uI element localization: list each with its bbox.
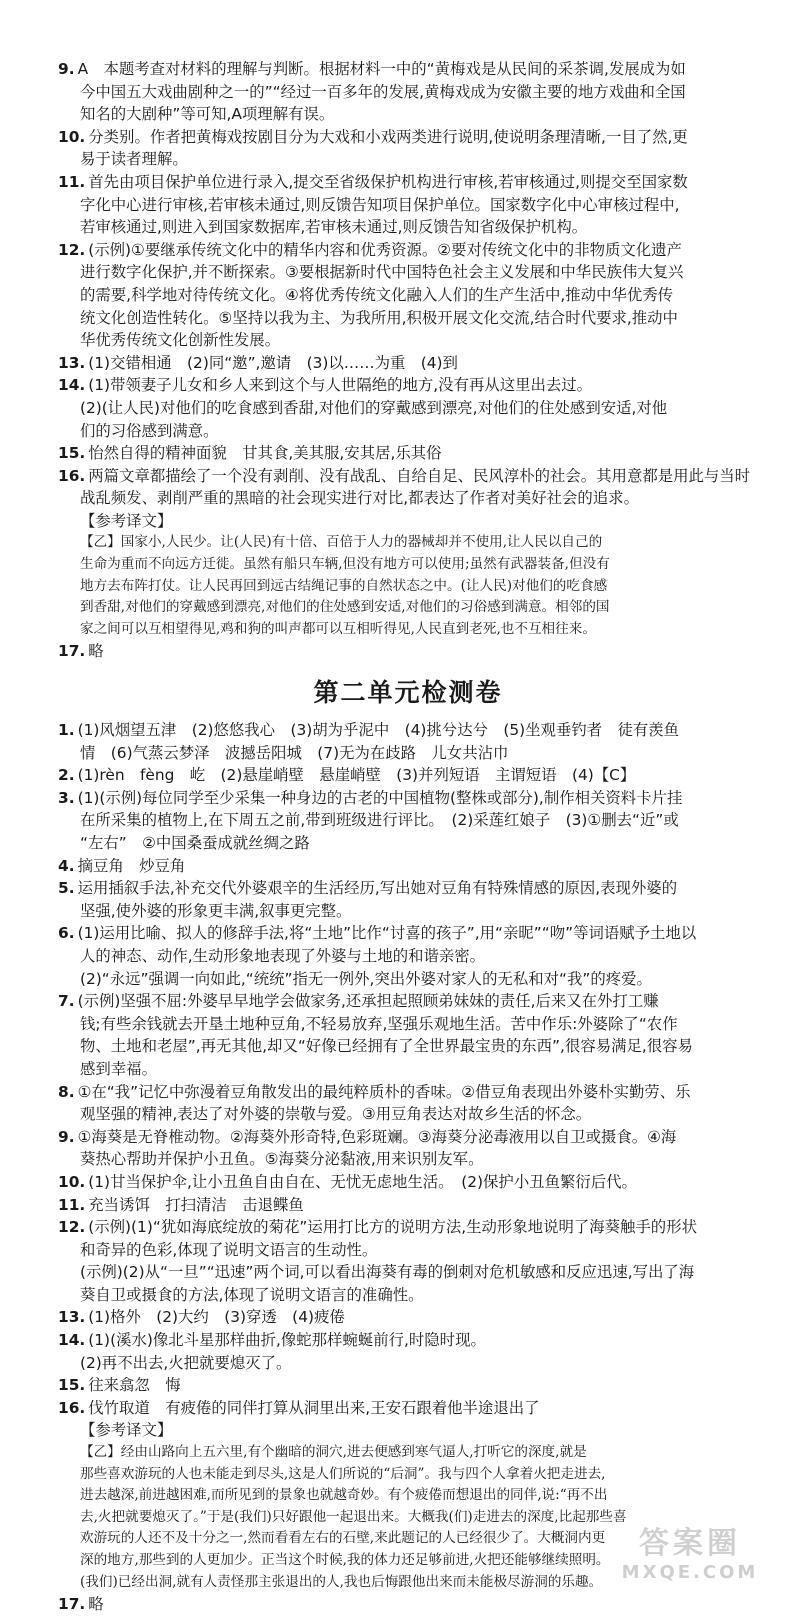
item-text: 略 [88,1595,104,1614]
item-text: 字化中心进行审核,若审核未通过,则反馈告知项目保护单位。国家数字化中心审核过程中, [80,195,680,214]
item-text: 的需要,科学地对待传统文化。④将优秀传统文化融入人们的生产生活中,推动中华优秀传 [80,285,674,304]
item-number: 4. [58,856,75,875]
item-text: 充当诱饵 打扫清洁 击退鲽鱼 [88,1195,304,1214]
answer-item [58,171,758,194]
answer-item [58,1397,758,1420]
item-text: (1)交错相通 (2)同“邀”,邀请 (3)以……为重 (4)到 [88,353,458,372]
answer-item [58,58,758,81]
item-number: 15. [58,444,86,463]
translation-line: 欢游玩的人还不及十分之一,然而看看左右的石壁,来此题记的人已经很少了。大概洞内更 [80,1530,606,1547]
answer-item [58,855,758,878]
item-text: 钱;有些余钱就去开垦土地种豆角,不轻易放弃,坚强乐观地生活。苦中作乐:外婆除了“农作 [80,1014,678,1033]
answer-item-continuation [58,900,758,923]
answer-item-continuation [58,968,758,991]
answer-item-continuation [58,81,758,104]
item-text: 统文化创造性转化。⑤坚持以我为主、为我所用,积极开展文化交流,结合时代要求,推动中 [80,308,678,327]
item-number: 14. [58,1331,86,1350]
item-text: 今中国五大戏曲剧种之一的”“经过一百多年的发展,黄梅戏成为安徽主要的地方戏曲和全国 [80,82,686,101]
item-number: 2. [58,766,75,785]
item-number: 1. [58,721,75,740]
translation-line: 那些喜欢游玩的人也未能走到尽头,这是人们所说的“后洞”。我与四个人拿着火把走进去, [80,1465,606,1482]
item-number: 7. [58,992,75,1011]
watermark-url: MXQE.COM [621,1562,759,1583]
answer-item-continuation [58,1148,758,1171]
answer-item [58,922,758,945]
item-text: (1)甘当保护伞,让小丑鱼自由自在、无忧无虑地生活。 (2)保护小丑鱼繁衍后代。 [88,1172,637,1191]
answer-item-continuation [58,809,758,832]
answer-item [58,877,758,900]
answer-item-continuation [58,397,758,420]
answer-item-continuation [58,945,758,968]
translation-line: 深的地方,那些到的人更加少。正当这个时候,我的体力还足够前进,火把还能够继续照明。 [80,1552,610,1568]
answer-item-continuation [58,307,758,330]
item-text: 若审核通过,则进入到国家数据库,若审核未通过,则反馈告知省级保护机构。 [80,218,588,237]
item-text: (示例)(2)从“一旦”“迅速”两个词,可以看出海葵有毒的倒刺对危机敏感和反应迅速,写出了海 [80,1263,695,1282]
item-number: 6. [58,924,75,943]
translation-line: (我们)已经出洞,就有人责怪那主张退出的人,我也后悔跟他出来而未能极尽游洞的乐趣。 [80,1573,603,1590]
translation-line: 去,火把就要熄灭了。”于是(我们)只好跟他一起退出来。大概我(们)走进去的深度,比起那些喜 [80,1508,627,1525]
answer-item-continuation [58,420,758,443]
answer-item-continuation [58,1239,758,1262]
item-text: 运用插叙手法,补充交代外婆艰辛的生活经历,写出她对豆角有特殊情感的原因,表现外婆的 [77,879,678,898]
answer-item [58,1194,758,1217]
item-number: 14. [58,376,86,395]
item-text: (1)格外 (2)大约 (3)穿透 (4)疲倦 [88,1308,345,1327]
item-number: 13. [58,353,86,372]
item-text: 战乱频发、剥削严重的黑暗的社会现实进行对比,都表达了作者对美好社会的追求。 [80,489,639,508]
answer-item-continuation [58,284,758,307]
answer-item [58,1126,758,1149]
item-number: 16. [58,1398,86,1417]
item-text: ①在“我”记忆中弥漫着豆角散发出的最纯粹质朴的香味。②借豆角表现出外婆朴实勤劳、乐 [77,1082,691,1101]
item-text: (1)带领妻子儿女和乡人来到这个与人世隔绝的地方,没有再从这里出去过。 [88,376,593,395]
item-number: 11. [58,1195,86,1214]
item-text: ①海葵是无脊椎动物。②海葵外形奇特,色彩斑斓。③海葵分泌毒液用以自卫或摄食。④海 [77,1127,677,1146]
item-text: 华优秀传统文化创新性发展。 [80,331,281,350]
item-number: 12. [58,1218,86,1237]
item-text: (1)运用比喻、拟人的修辞手法,将“土地”比作“讨喜的孩子”,用“亲昵”“吻”等词语赋予土地以 [77,924,697,943]
translation-line: 【乙】国家小,人民少。让(人民)有十倍、百倍于人力的器械却并不使用,让人民以自己的 [80,534,603,551]
answer-item [58,1216,758,1239]
answer-item [58,719,758,742]
item-text: (2)再不出去,火把就要熄灭了。 [80,1353,292,1372]
answer-item-continuation [58,1013,758,1036]
translation-line: 地方去布阵打仗。让人民再回到远古结绳记事的自然状态之中。(让人民)对他们的吃食感 [80,577,608,594]
item-text: 情 (6)气蒸云梦泽 波撼岳阳城 (7)无为在歧路 儿女共沾巾 [80,743,509,762]
section-title: 第二单元检测卷 [313,678,503,708]
answer-item [58,787,758,810]
item-text: (1)(示例)每位同学至少采集一种身边的古老的中国植物(整株或部分),制作相关资料卡片挂 [77,788,683,807]
answer-item-continuation [58,148,758,171]
item-text: (1)rèn fèng 屹 (2)悬崖峭壁 悬崖峭壁 (3)并列短语 主谓短语 (4)【C】 [77,766,636,785]
item-text: 和奇异的色彩,体现了说明文语言的生动性。 [80,1240,378,1259]
item-text: 首先由项目保护单位进行录入,提交至省级保护机构进行审核,若审核通过,则提交至国家数 [88,172,688,191]
answer-item-continuation [58,742,758,765]
item-text: 观坚强的精神,表达了对外婆的崇敬与爱。③用豆角表达对故乡生活的怀念。 [80,1105,592,1124]
answer-item [58,352,758,375]
answer-page [58,58,758,1616]
translation-line: 到香甜,对他们的穿戴感到漂亮,对他们的住处感到安适,对他们的习俗感到满意。相邻的国 [80,599,610,616]
item-text: (2)“永远”强调一向如此,“统统”指无一例外,突出外婆对家人的无私和对“我”的疼爱。 [80,969,652,988]
answer-item-17-unit2 [58,1593,758,1616]
answer-item-continuation [58,1352,758,1375]
item-text: 感到幸福。 [80,1059,157,1078]
item-number: 8. [58,1082,75,1101]
item-number: 13. [58,1308,86,1327]
answer-item [58,465,758,488]
answer-item-continuation [58,832,758,855]
item-number: 15. [58,1376,86,1395]
item-text: 知名的大剧种”等可知,A项理解有误。 [80,105,335,124]
translation-line: 【乙】经由山路向上五六里,有个幽暗的洞穴,进去便感到寒气逼人,打听它的深度,就是 [80,1444,587,1461]
item-text: A 本题考查对材料的理解与判断。根据材料一中的“黄梅戏是从民间的采茶调,发展成为如 [77,60,686,78]
item-text: 葵自卫或摄食的方法,体现了说明文语言的准确性。 [80,1285,424,1304]
item-text: (1)风烟望五津 (2)悠悠我心 (3)胡为乎泥中 (4)挑兮达兮 (5)坐观垂钓者 徒有羡鱼 [77,721,680,740]
item-text: “左右” ②中国桑蚕成就丝绸之路 [80,834,310,852]
answer-item [58,1171,758,1194]
item-number: 10. [58,1172,86,1191]
item-number: 17. [58,1595,86,1614]
answer-item-continuation [58,329,758,352]
unit1-answers [58,58,758,510]
answer-item-continuation [58,216,758,239]
answer-item [58,1374,758,1397]
item-text: (示例)坚强不屈:外婆早早地学会做家务,还承担起照顾弟妹妹的责任,后来又在外打工赚 [77,992,659,1011]
reference-translation-1 [58,532,758,640]
reference-translation-header-2: 【参考译文】 [80,1421,173,1440]
item-number: 16. [58,466,86,485]
item-text: 在所采集的植物上,在下周五之前,带到班级进行评比。 (2)采莲红娘子 (3)①删去“近”或 [80,811,679,830]
translation-line: 生命为重而不向远方迁徙。虽然有船只车辆,但没有地方可以使用;虽然有武器装备,但没有 [80,556,610,573]
item-number: 5. [58,879,75,898]
item-text: 易于读者理解。 [80,150,188,169]
answer-item-continuation [58,487,758,510]
answer-item [58,764,758,787]
answer-item-continuation [58,1035,758,1058]
item-number: 11. [58,172,86,191]
answer-item-continuation [58,1261,758,1284]
item-text: (2)(让人民)对他们的吃食感到香甜,对他们的穿戴感到漂亮,对他们的住处感到安适,对他 [80,398,668,417]
item-text: 们的习俗感到满意。 [80,421,219,440]
answer-item [58,239,758,262]
item-text: 分类别。作者把黄梅戏按剧目分为大戏和小戏两类进行说明,使说明条理清晰,一目了然,更 [88,127,688,146]
item-text: 两篇文章都描绘了一个没有剥削、没有战乱、自给自足、民风淳朴的社会。其用意都是用此与当时 [88,466,751,485]
item-number: 12. [58,240,86,259]
answer-item-continuation [58,1058,758,1081]
item-text: 摘豆角 炒豆角 [77,856,186,875]
item-text: 怡然自得的精神面貌 甘其食,美其服,安其居,乐其俗 [88,444,442,463]
answer-item [58,1081,758,1104]
answer-item-17 [58,640,758,663]
answer-item-continuation [58,1103,758,1126]
item-number: 9. [58,1127,75,1146]
item-number: 9. [58,60,75,78]
answer-item [58,990,758,1013]
item-text: 伐竹取道 有疲倦的同伴打算从洞里出来,王安石跟着他半途退出了 [88,1398,540,1417]
reference-translation-header: 【参考译文】 [80,511,173,530]
answer-item-continuation [58,261,758,284]
answer-item [58,126,758,149]
unit2-answers [58,719,758,1419]
answer-item-continuation [58,1284,758,1307]
answer-item-continuation [58,103,758,126]
answer-item [58,442,758,465]
item-text: 人的神态、动作,生动形象地表现了外婆与土地的和谐亲密。 [80,946,486,965]
item-text: (示例)(1)“犹如海底绽放的菊花”运用打比方的说明方法,生动形象地说明了海葵触手的形状 [88,1218,697,1237]
answer-item-continuation [58,194,758,217]
answer-item [58,1329,758,1352]
item-text: 物、土地和老屋”,再无其他,却又“好像已经拥有了全世界最宝贵的东西”,很容易满足,很容易 [80,1037,693,1056]
watermark-top: 答案圈 [639,1526,741,1561]
item-text: 坚强,使外婆的形象更丰满,叙事更完整。 [80,901,352,920]
item-text: (示例)①要继承传统文化中的精华内容和优秀资源。②要对传统文化中的非物质文化遗产 [88,240,682,259]
item-number: 17. [58,642,86,661]
item-text: (1)(溪水)像北斗星那样曲折,像蛇那样蜿蜒前行,时隐时现。 [88,1331,486,1350]
item-text: 往来翕忽 悔 [88,1376,181,1395]
item-number: 3. [58,788,75,807]
item-text: 略 [88,642,104,661]
translation-line: 家之间可以互相望得见,鸡和狗的叫声都可以互相听得见,人民直到老死,也不互相往来。 [80,620,596,637]
answer-item [58,1306,758,1329]
answer-item [58,374,758,397]
translation-line: 进去越深,前进越困难,而所见到的景象也就越奇妙。有个疲倦而想退出的同伴,说:“再不出 [80,1487,608,1504]
item-text: 进行数字化保护,并不断探索。③要根据新时代中国特色社会主义发展和中华民族伟大复兴 [80,263,684,282]
item-number: 10. [58,127,86,146]
watermark-logo [615,1526,765,1588]
item-text: 葵热心帮助并保护小丑鱼。⑤海葵分泌黏液,用来识别友军。 [80,1150,484,1169]
